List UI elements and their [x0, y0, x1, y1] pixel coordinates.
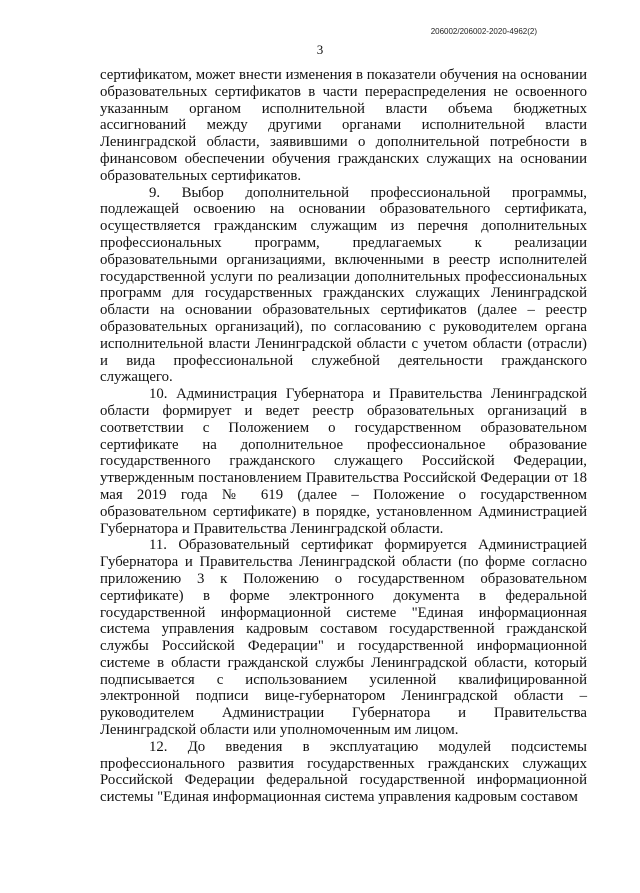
document-body	[100, 67, 587, 806]
paragraph-10: 10. Администрация Губернатора и Правительства Ленинградской области формирует и ведет реестр образовательных организаций в соответствии с Положением о государственном образовательном сертификате на дополнительное профессиональное образование государственного гражданского служащего Российской Федерации, утвержденным постановлением Правительства Российской Федерации от 18 мая 2019 года № 619 (далее – Положение о государственном образовательном сертификате) в порядке, установленном Администрацией Губернатора и Правительства Ленинградской области.	[100, 386, 587, 537]
paragraph-12: 12. До введения в эксплуатацию модулей подсистемы профессионального развития государственных гражданских служащих Российской Федерации федеральной государственной информационной системы "Единая информационная система управления кадровым составом	[100, 738, 587, 806]
paragraph-11: 11. Образовательный сертификат формируется Администрацией Губернатора и Правительства Ленинградской области (по форме согласно приложению 3 к Положению о государственном образовательном сертификате) в форме электронного документа в федеральной государственной информационной системе "Единая информационная система управления кадровым составом государственной гражданской службы Российской Федерации" и государственной информационной системе в области гражданской службы Ленинградской области, который подписывается с использованием усиленной квалифицированной электронной подписи вице-губернатором Ленинградской области – руководителем Администрации Губернатора и Правительства Ленинградской области или уполномоченным им лицом.	[100, 537, 587, 739]
paragraph-continuation: сертификатом, может внести изменения в показатели обучения на основании образовательных сертификатов в части перераспределения не освоенного указанным органом исполнительной власти объема бюджетных ассигнований между другими органами исполнительной власти Ленинградской области, заявившими о дополнительной потребности в финансовом обеспечении обучения гражданских служащих на основании образовательных сертификатов.	[100, 67, 587, 184]
paragraph-9: 9. Выбор дополнительной профессиональной программы, подлежащей освоению на основании образовательного сертификата, осуществляется гражданским служащим из перечня дополнительных профессиональных программ, предлагаемых к реализации образовательными организациями, включенными в реестр исполнителей государственной услуги по реализации дополнительных профессиональных программ для государственных гражданских служащих Ленинградской области на основании образовательных сертификатов (далее – реестр образовательных организаций), по согласованию с руководителем органа исполнительной власти Ленинградской области с учетом области (отрасли) и вида профессиональной служебной деятельности гражданского служащего.	[100, 184, 587, 386]
document-id: 206002/206002-2020-4962(2)	[430, 27, 537, 36]
page-number: 3	[316, 42, 324, 57]
